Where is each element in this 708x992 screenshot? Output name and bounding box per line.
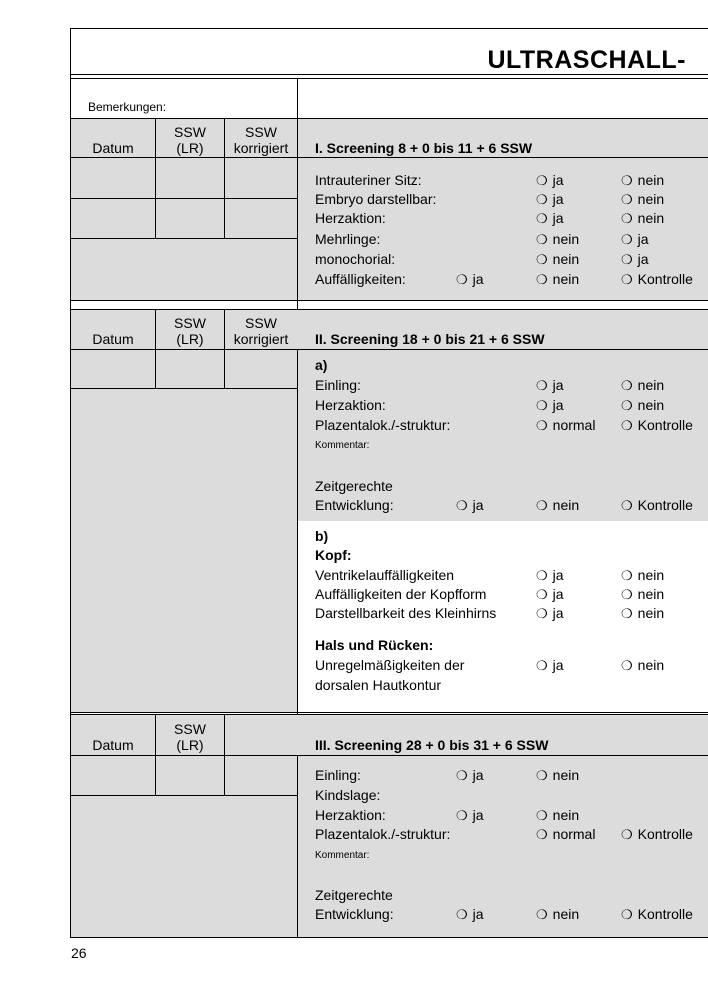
s2-radio-option[interactable]: ❍ ja [536,656,564,675]
s1-col-datum: Datum [92,140,134,156]
s1-title: I. Screening 8 + 0 bis 11 + 6 SSW [315,140,533,156]
s2-radio-option[interactable]: ❍ nein [621,566,664,585]
s3-herz-label: Herzaktion: [315,807,386,823]
s3-zeit-label-1: Zeitgerechte [315,887,393,903]
s2-radio-option[interactable]: ❍ ja [536,566,564,585]
s1-radio-option[interactable]: ❍ nein [621,171,664,190]
s1-row-label: Auffälligkeiten: [315,271,406,287]
s2-radio-option[interactable]: ❍ nein [621,585,664,604]
s2-row-label: Einling: [315,377,361,393]
line [224,715,225,795]
page-title: ULTRASCHALL- [487,46,686,74]
line [70,238,297,239]
s3-radio-option[interactable]: ❍ nein [536,905,579,924]
s1-radio-option[interactable]: ❍ nein [536,230,579,249]
s3-radio-option[interactable]: ❍ ja [456,806,484,825]
line [70,795,297,796]
s1-radio-option[interactable]: ❍ ja [536,171,564,190]
s2-kopf-label: Kopf: [315,547,352,563]
s2-zeit-label-1: Zeitgerechte [315,478,393,494]
s3-radio-option[interactable]: ❍ normal [536,825,595,844]
s1-radio-option[interactable]: ❍ ja [621,250,649,269]
s2-row-label: Plazentalok./-struktur: [315,417,451,433]
s3-radio-option[interactable]: ❍ ja [456,766,484,785]
title-divider-2 [70,78,708,79]
s2-left-bg [71,350,297,712]
line [70,388,297,389]
s3-kindslage-label: Kindslage: [315,787,381,803]
line [70,300,708,301]
page-number: 26 [71,945,87,961]
bemerkungen-label: Bemerkungen: [88,100,167,114]
s3-zeit-label-2: Entwicklung: [315,906,394,922]
s2-hals-label: Hals und Rücken: [315,637,434,653]
s2-radio-option[interactable]: ❍ Kontrolle [621,416,693,435]
s2-col-ssw-korr: SSW korrigiert [233,315,289,347]
s1-left-bg [71,157,297,300]
line [70,349,708,350]
s1-radio-option[interactable]: ❍ ja [621,230,649,249]
s3-kommentar-label: Kommentar: [315,850,370,861]
s3-radio-option[interactable]: ❍ nein [536,806,579,825]
s2-unreg-label-1: Unregelmäßigkeiten der [315,657,465,673]
s2-row-label: Darstellbarkeit des Kleinhirns [315,605,497,621]
s2-radio-option[interactable]: ❍ Kontrolle [621,496,693,515]
s1-col-ssw-korr: SSW korrigiert [233,124,289,156]
s2-zeit-label-2: Entwicklung: [315,497,394,513]
s1-radio-option[interactable]: ❍ ja [456,270,484,289]
s2-col-ssw-lr: SSW (LR) [174,315,206,347]
s2-title: II. Screening 18 + 0 bis 21 + 6 SSW [315,331,545,347]
s3-radio-option[interactable]: ❍ Kontrolle [621,825,693,844]
s3-plaz-label: Plazentalok./-struktur: [315,826,451,842]
s2-radio-option[interactable]: ❍ ja [536,396,564,415]
line [70,118,708,119]
s3-col-datum: Datum [92,737,134,753]
s3-radio-option[interactable]: ❍ nein [536,766,579,785]
s2-row-label: Auffälligkeiten der Kopfform [315,586,487,602]
s3-radio-option[interactable]: ❍ ja [456,905,484,924]
s2-radio-option[interactable]: ❍ nein [621,396,664,415]
s1-radio-option[interactable]: ❍ nein [621,209,664,228]
s1-radio-option[interactable]: ❍ nein [621,190,664,209]
s2-radio-option[interactable]: ❍ ja [536,376,564,395]
s2-radio-option[interactable]: ❍ ja [536,604,564,623]
s1-radio-option[interactable]: ❍ ja [536,209,564,228]
s2-unreg-label-2: dorsalen Hautkontur [315,677,442,693]
line [70,712,708,713]
s2-radio-option[interactable]: ❍ normal [536,416,595,435]
s1-radio-option[interactable]: ❍ Kontrolle [621,270,693,289]
title-divider [70,74,708,75]
s2-col-datum: Datum [92,331,134,347]
s3-title: III. Screening 28 + 0 bis 31 + 6 SSW [315,737,549,753]
s3-col-ssw-lr: SSW (LR) [174,721,206,753]
s2-row-label: Herzaktion: [315,397,386,413]
s1-radio-option[interactable]: ❍ ja [536,190,564,209]
line [70,755,708,756]
s2-radio-option[interactable]: ❍ nein [621,656,664,675]
s3-radio-option[interactable]: ❍ Kontrolle [621,905,693,924]
s2-a-label: a) [315,357,328,373]
s2-row-label: Ventrikelauffälligkeiten [315,567,455,583]
s1-col-ssw-lr: SSW (LR) [174,124,206,156]
s1-radio-option[interactable]: ❍ nein [536,270,579,289]
s2-b-label: b) [315,528,329,544]
s2-radio-option[interactable]: ❍ nein [621,604,664,623]
s3-left-bg [71,756,297,937]
s2-radio-option[interactable]: ❍ ja [456,496,484,515]
line [70,198,297,199]
s2-radio-option[interactable]: ❍ nein [621,376,664,395]
s1-radio-option[interactable]: ❍ nein [536,250,579,269]
s1-row-label: monochorial: [315,251,396,267]
s2-radio-option[interactable]: ❍ ja [536,585,564,604]
s2-radio-option[interactable]: ❍ nein [536,496,579,515]
s1-row-label: Intrauteriner Sitz: [315,172,422,188]
s2-kommentar-label: Kommentar: [315,440,370,451]
s1-row-label: Herzaktion: [315,210,386,226]
s1-row-label: Mehrlinge: [315,231,381,247]
s3-einling-label: Einling: [315,767,361,783]
s1-row-label: Embryo darstellbar: [315,191,437,207]
